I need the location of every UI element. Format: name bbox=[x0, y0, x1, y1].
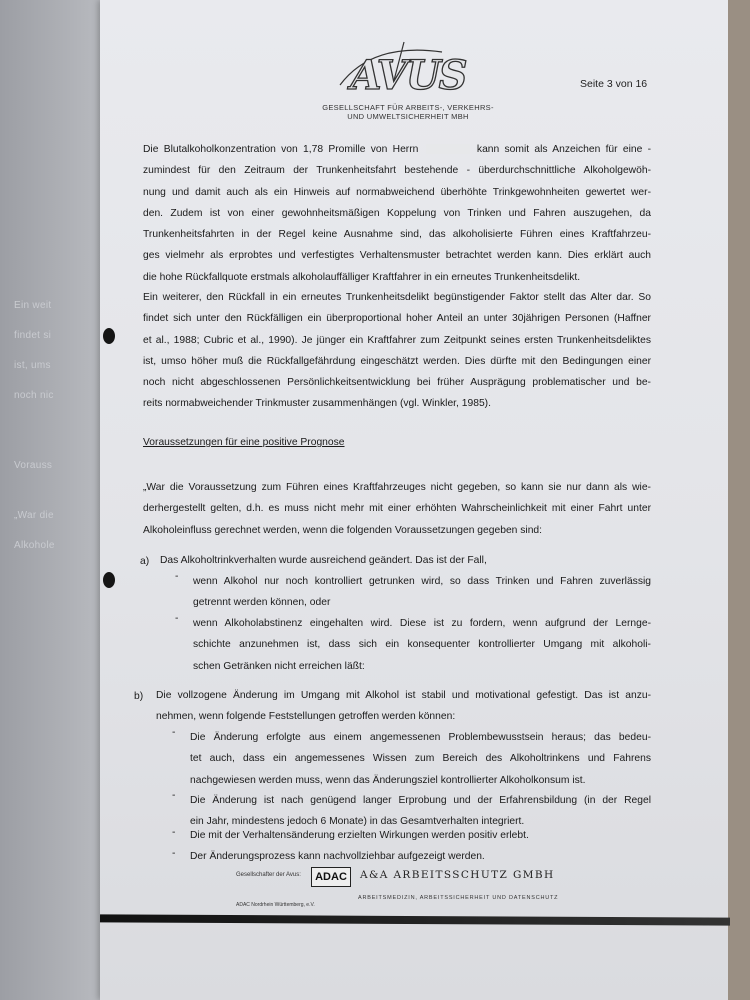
list-marker-b: b) bbox=[134, 691, 144, 702]
shareholders-label: Gesellschafter der Avus: bbox=[236, 872, 301, 878]
item-a-bullet-2 bbox=[193, 613, 651, 677]
ghost-text: Vorauss bbox=[14, 460, 53, 471]
item-a-bullet-1 bbox=[193, 571, 651, 614]
item-b-bullet-3: Die mit der Verhaltensänderung erzielten Wirkungen werden positiv erlebt. bbox=[190, 830, 529, 841]
list-dash: - bbox=[172, 827, 176, 838]
paragraph-line bbox=[143, 139, 651, 160]
bullet-line: getrennt werden können, oder bbox=[193, 597, 331, 609]
bullet-line: schen Getränken nicht erreichen läßt: bbox=[193, 660, 365, 672]
punch-hole bbox=[103, 328, 115, 344]
paragraph-line: derhergestellt gelten, d.h. es muss nicht mehr mit einer erhöhten Wahrscheinlichkeit mit einer Fahrt unter bbox=[143, 503, 651, 515]
line-text: kann somit als Anzeichen für eine - bbox=[476, 144, 651, 155]
bullet-line: Die Änderung erfolgte aus einem angemessenen Problembewusstsein heraus; das bedeu- bbox=[190, 732, 651, 743]
paragraph-line: noch nicht abgeschlossenen Persönlichkeitsentwicklung bei früher Ausprägung problematischer und be- bbox=[143, 377, 651, 389]
company-subtitle: ARBEITSMEDIZIN, ARBEITSSICHERHEIT UND DATENSCHUTZ bbox=[358, 895, 559, 901]
paragraph-line: findet sich unter den Rückfälligen ein überproportional hoher Anteil an unter 30jährigen Personen (Haffner bbox=[143, 313, 651, 325]
ghost-text: noch nic bbox=[14, 390, 54, 401]
item-b-text bbox=[156, 685, 651, 728]
ghost-text: findet si bbox=[14, 330, 52, 341]
bullet-line: schichte anzunehmen ist, dass sich ein konsequenter kontrollierter Umgang mit alkoholi- bbox=[193, 639, 651, 651]
paragraph-line: die hohe Rückfallquote erstmals alkoholauffälliger Kraftfahrer in ein erneutes Trunkenheitsdelikt. bbox=[143, 271, 581, 283]
paragraph-line: reits normabweichender Trinkmuster zusammenhängen (vgl. Winkler, 1985). bbox=[143, 398, 491, 410]
ghost-text: „War die bbox=[14, 510, 54, 521]
adac-small-text: ADAC Nordrhein Württemberg, e.V. bbox=[236, 902, 315, 908]
paragraph-2 bbox=[143, 287, 651, 415]
page-number: Seite 3 von 16 bbox=[580, 78, 648, 90]
logo-subtitle bbox=[318, 103, 498, 121]
paragraph-line: Alkoholeinfluss gerechnet werden, wenn die folgenden Voraussetzungen gegeben sind: bbox=[143, 524, 543, 536]
paragraph-line: et al., 1988; Cubric et al., 1990). Je jünger ein Kraftfahrer zum Zeitpunkt seines ersten Trunkenheitsdeliktes bbox=[143, 334, 651, 346]
logo-subtitle-line: GESELLSCHAFT FÜR ARBEITS-, VERKEHRS- bbox=[322, 103, 494, 112]
list-dash: - bbox=[172, 727, 176, 738]
list-marker-a: a) bbox=[140, 556, 150, 567]
paragraph-line: „War die Voraussetzung zum Führen eines Kraftfahrzeuges nicht gegeben, so kann sie nur dann als wie- bbox=[143, 482, 651, 493]
logo-subtitle-line: UND UMWELTSICHERHEIT MBH bbox=[347, 112, 469, 121]
paragraph-line: Trunkenheitsfahrten in der Regel keine Ausnahme sind, das alkoholisierte Führen eines Kraftfahrzeu- bbox=[143, 229, 651, 241]
item-a-text: Das Alkoholtrinkverhalten wurde ausreichend geändert. Das ist der Fall, bbox=[160, 555, 487, 566]
section-heading: Voraussetzungen für eine positive Prognose bbox=[143, 437, 345, 448]
item-line: nehmen, wenn folgende Feststellungen getroffen werden können: bbox=[156, 711, 456, 723]
paragraph-line: nung und damit auch als ein Hinweis auf normabweichend überhöhte Trinkgewohnheiten gewertet wer- bbox=[143, 186, 651, 198]
bullet-line: wenn Alkoholabstinenz eingehalten wird. Diese ist zu fordern, wenn aufgrund der Lernge- bbox=[193, 618, 651, 629]
ghost-text: Ein weit bbox=[14, 300, 52, 311]
ghost-text: Alkohole bbox=[14, 540, 55, 551]
bullet-line: tet auch, dass ein angemessenes Wissen zum Bereich des Alkoholtrinkens und Fahrens bbox=[190, 753, 651, 765]
paragraph-3 bbox=[143, 477, 651, 541]
bullet-line: ein Jahr, mindestens jedoch 6 Monate) in das Gesamtverhalten integriert. bbox=[190, 816, 525, 828]
bullet-line: Die Änderung ist nach genügend langer Erprobung und der Erfahrensbildung (in der Regel bbox=[190, 795, 651, 806]
line-text: Die Blutalkoholkonzentration von 1,78 Promille von Herrn bbox=[143, 144, 419, 155]
ghost-text: ist, ums bbox=[14, 360, 51, 371]
punch-hole bbox=[103, 572, 115, 588]
paragraph-line: Ein weiterer, den Rückfall in ein erneutes Trunkenheitsdelikt begünstigender Faktor stellt das Alter dar. So bbox=[143, 292, 651, 303]
paragraph-1 bbox=[143, 139, 651, 288]
avus-logo: AVUS bbox=[350, 52, 466, 99]
list-dash: - bbox=[175, 571, 179, 582]
desk-surface bbox=[728, 0, 750, 1000]
list-dash: - bbox=[175, 613, 179, 624]
paragraph-line: ist, umso höher muß die Rückfallgefährdung eingeschätzt werden. Dies dürfte mit den Bedingungen einer bbox=[143, 355, 651, 367]
item-line: Die vollzogene Änderung im Umgang mit Alkohol ist stabil und motivational gefestigt. Das ist anzu- bbox=[156, 690, 651, 701]
paragraph-line: ges vielmehr als erprobtes und verfestigtes Verhaltensmuster betrachtet werden kann. Dies erklärt auch bbox=[143, 250, 651, 262]
adac-logo: ADAC bbox=[311, 867, 351, 887]
item-b-bullet-1 bbox=[190, 727, 651, 791]
bullet-line: wenn Alkohol nur noch kontrolliert getrunken wird, so dass Trinken und Fahren zuverlässig bbox=[193, 576, 651, 587]
list-dash: - bbox=[172, 848, 176, 859]
company-name: A&A ARBEITSSCHUTZ GMBH bbox=[360, 869, 555, 881]
redacted-name bbox=[426, 144, 470, 154]
paragraph-line: zumindest für den Zeitraum der Trunkenheitsfahrt bestehende - überdurchschnittliche Alkoholgewöh- bbox=[143, 165, 651, 177]
list-dash: - bbox=[172, 790, 176, 801]
paragraph-line: den. Zudem ist von einer gewohnheitsmäßigen Koppelung von Trinken und Fahren auszugehen, da bbox=[143, 207, 651, 219]
item-b-bullet-4: Der Änderungsprozess kann nachvollziehbar aufgezeigt werden. bbox=[190, 851, 485, 862]
bullet-line: nachgewiesen werden muss, wenn das Änderungsziel kontrollierter Alkoholkonsum ist. bbox=[190, 774, 586, 786]
